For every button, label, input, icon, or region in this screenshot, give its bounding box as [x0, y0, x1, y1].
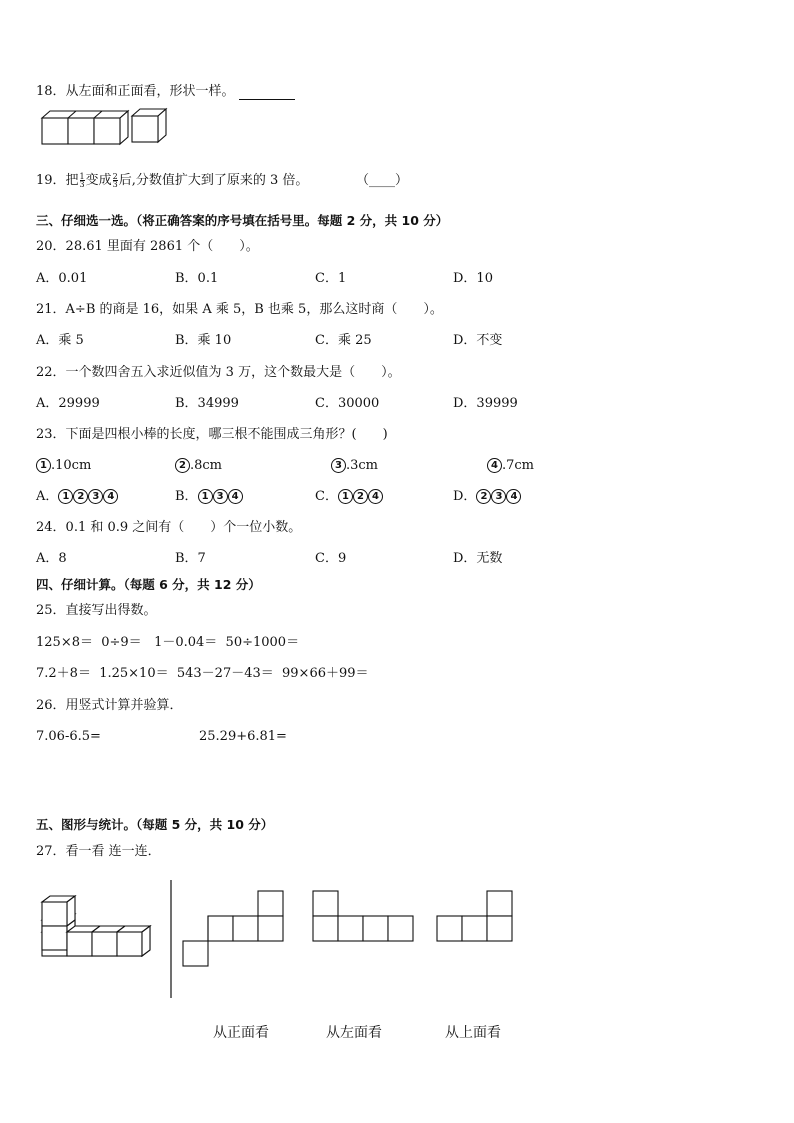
q21-text: 21．A÷B 的商是 16，如果 A 乘 5，B 也乘 5，那么这时商（ ）。	[36, 302, 443, 317]
circled-number: 1	[36, 458, 51, 473]
q25-line-2: 7.2＋8＝ 1.25×10＝ 543－27－43＝ 99×66＋99＝	[36, 666, 369, 681]
q21-option-c[interactable]: C．乘 25	[315, 333, 372, 348]
cube-top-face	[42, 111, 128, 118]
label-left-view[interactable]: 从左面看	[326, 1025, 382, 1041]
q24-text: 24．0.1 和 0.9 之间有（ ）个一位小数。	[36, 520, 302, 535]
q22-option-d[interactable]: D．39999	[453, 396, 518, 411]
answer-blank[interactable]	[239, 87, 295, 100]
q27-text: 27．看一看 连一连．	[36, 844, 161, 859]
q22-option-b[interactable]: B．34999	[175, 396, 239, 411]
q22-option-c[interactable]: C．30000	[315, 396, 380, 411]
q25-line-1: 125×8＝ 0÷9＝ 1－0.04＝ 50÷1000＝	[36, 635, 300, 650]
fraction-one-third: $\frac{1}{3}$	[79, 172, 85, 189]
q21-option-a[interactable]: A．乘 5	[36, 333, 84, 348]
q19-text: 19．把 $\frac{1}{3}$ 变成 $\frac{2}{3}$ 后,分数值扩大到了原来的 3 倍。	[36, 172, 309, 189]
q23-stick-2: 2 .8cm	[175, 458, 222, 474]
q27-cube-solid	[42, 910, 162, 970]
q23-stick-1: 1 .10cm	[36, 458, 91, 474]
q22-option-a[interactable]: A．29999	[36, 396, 100, 411]
circled-number: 2	[175, 458, 190, 473]
circled-number: 4	[487, 458, 502, 473]
view-shape-3[interactable]	[436, 890, 516, 944]
cube-front-face	[68, 118, 94, 144]
cube-front-face	[94, 118, 120, 144]
cube-front-face	[42, 118, 68, 144]
fraction-two-thirds: $\frac{2}{3}$	[112, 172, 118, 189]
q24-option-c[interactable]: C．9	[315, 551, 347, 566]
q18-cube-figure	[40, 106, 130, 146]
q23-option-b[interactable]: B． 1 3 4	[175, 489, 243, 505]
section-5-title: 五、图形与统计。（每题 5 分，共 10 分）	[36, 817, 274, 832]
q23-stick-4: 4 .7cm	[487, 458, 534, 474]
label-top-view[interactable]: 从上面看	[445, 1025, 501, 1041]
q21-option-b[interactable]: B．乘 10	[175, 333, 232, 348]
circled-number: 3	[331, 458, 346, 473]
q26-calc-1: 7.06-6.5=	[36, 729, 101, 744]
section-4-title: 四、仔细计算。（每题 6 分，共 12 分）	[36, 577, 261, 592]
q24-option-b[interactable]: B．7	[175, 551, 206, 566]
q22-text: 22．一个数四舍五入求近似值为 3 万，这个数最大是（ ）。	[36, 365, 401, 380]
q20-option-d[interactable]: D．10	[453, 271, 493, 286]
section-3-title: 三、仔细选一选。（将正确答案的序号填在括号里。每题 2 分，共 10 分）	[36, 213, 449, 228]
q23-option-d[interactable]: D． 2 3 4	[453, 489, 521, 505]
q23-stick-3: 3 .3cm	[331, 458, 378, 474]
label-front-view[interactable]: 从正面看	[213, 1025, 269, 1041]
divider-line	[170, 880, 174, 1000]
q24-option-d[interactable]: D．无数	[453, 551, 503, 566]
q18-text: 18．从左面和正面看，形状一样。	[36, 84, 295, 100]
q24-option-a[interactable]: A．8	[36, 551, 67, 566]
q26-text: 26．用竖式计算并验算．	[36, 698, 183, 713]
q23-option-c[interactable]: C． 1 2 4	[315, 489, 383, 505]
q20-option-a[interactable]: A．0.01	[36, 271, 88, 286]
q26-calc-2: 25.29+6.81=	[199, 729, 287, 744]
view-shape-2[interactable]	[312, 890, 414, 944]
q23-text: 23．下面是四根小棒的长度，哪三根不能围成三角形？( )	[36, 427, 388, 442]
view-shape-1[interactable]	[183, 890, 285, 968]
q21-option-d[interactable]: D．不变	[453, 333, 503, 348]
cube-front-face	[132, 116, 158, 142]
q20-option-c[interactable]: C．1	[315, 271, 347, 286]
q20-option-b[interactable]: B．0.1	[175, 271, 219, 286]
q23-option-a[interactable]: A． 1 2 3 4	[36, 489, 118, 505]
q19-answer-paren[interactable]: （____）	[356, 173, 409, 188]
q20-text: 20．28.61 里面有 2861 个（ ）。	[36, 239, 259, 254]
q25-text: 25．直接写出得数。	[36, 603, 157, 618]
